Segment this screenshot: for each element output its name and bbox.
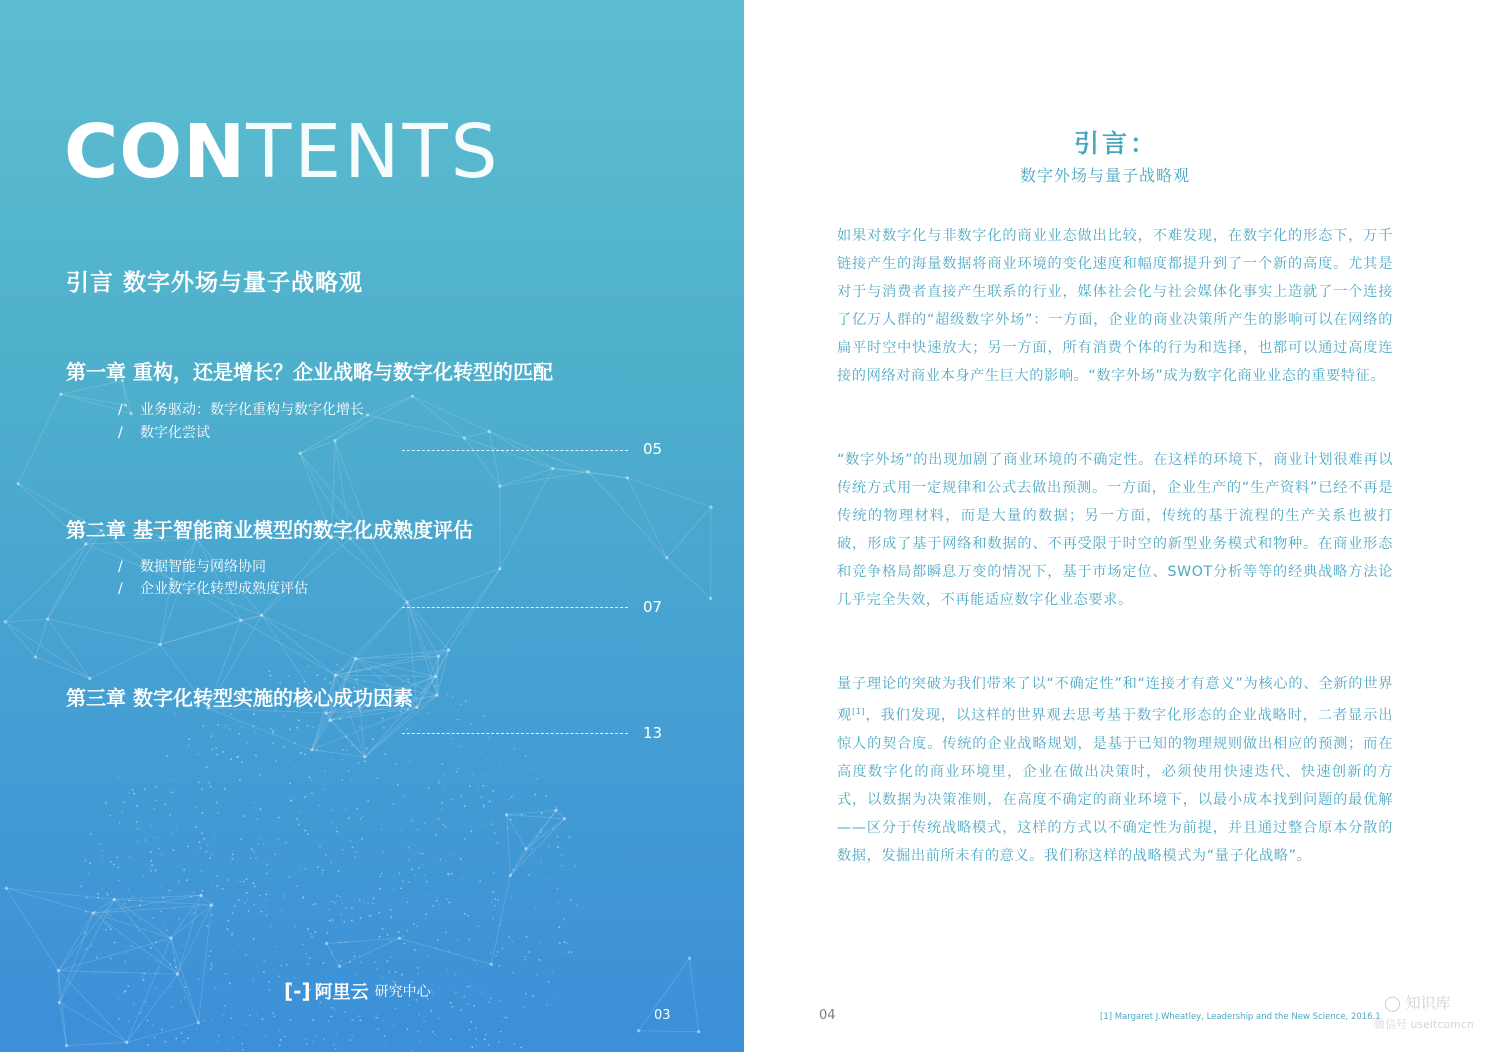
toc-item[interactable]: / 数字化尝试	[118, 425, 210, 441]
watermark-sub: 微信号 useitcomcn	[1374, 1018, 1474, 1031]
toc-item[interactable]: / 数据智能与网络协同	[118, 559, 266, 575]
page-number-right: 04	[819, 1008, 836, 1023]
toc-item[interactable]: / 业务驱动：数字化重构与数字化增长	[118, 402, 364, 418]
page-number-left: 03	[654, 1008, 671, 1023]
toc-chapter-2[interactable]: 第二章 基于智能商业模型的数字化成熟度评估	[66, 518, 473, 542]
paragraph-2: “数字外场”的出现加剧了商业环境的不确定性。在这样的环境下，商业计划很难再以传统方式用一定规律和公式去做出预测。一方面，企业生产的“生产资料”已经不再是传统的物理材料，而是大量的数据；另一方面，传统的基于流程的生产关系也被打破，形成了基于网络和数据的、不再受限于时空的新型业务模式和物种。在商业形态和竞争格局都瞬息万变的情况下，基于市场定位、SWOT分析等等的经典战略方法论几乎完全失效，不再能适应数字化业态要求。	[837, 452, 1393, 608]
toc-intro-heading[interactable]: 引言 数字外场与量子战略观	[66, 270, 364, 296]
toc-page-number: 05	[643, 440, 663, 458]
intro-page	[744, 0, 1488, 1052]
footnote-ref[interactable]: [1]	[852, 707, 866, 716]
page-subtitle: 数字外场与量子战略观	[1020, 166, 1191, 185]
leader-dots	[402, 733, 628, 734]
aliyun-logo-icon: [-]	[284, 979, 311, 1003]
leader-dots	[402, 607, 628, 608]
paragraph-3: 量子理论的突破为我们带来了以“不确定性”和“连接才有意义”为核心的、全新的世界观[1]，我们发现，以这样的世界观去思考基于数字化形态的企业战略时，二者显示出惊人的契合度。传统的企业战略规划，是基于已知的物理规则做出相应的预测；而在高度数字化的商业环境里，企业在做出决策时，必须使用快速迭代、快速创新的方式，以数据为决策准则，在高度不确定的商业环境下，以最小成本找到问题的最优解——区分于传统战略模式，这样的方式以不确定性为前提，并且通过整合原本分散的数据，发掘出前所未有的意义。我们称这样的战略模式为“量子化战略”。	[837, 676, 1393, 864]
paragraph-1: 如果对数字化与非数字化的商业业态做出比较，不难发现，在数字化的形态下，万千链接产生的海量数据将商业环境的变化速度和幅度都提升到了一个新的高度。尤其是对于与消费者直接产生联系的行业，媒体社会化与社会媒体化事实上造就了一个连接了亿万人群的“超级数字外场”：一方面，企业的商业决策所产生的影响可以在网络的扁平时空中快速放大；另一方面，所有消费个体的行为和选择，也都可以通过高度连接的网络对商业本身产生巨大的影响。“数字外场”成为数字化商业业态的重要特征。	[837, 228, 1393, 384]
leader-dots	[402, 450, 628, 451]
toc-chapter-1[interactable]: 第一章 重构，还是增长？企业战略与数字化转型的匹配	[66, 360, 553, 384]
footnote: [1] Margaret J.Wheatley, Leadership and the New Science, 2016.1	[1100, 1012, 1381, 1022]
contents-title: CONTENTS	[64, 109, 501, 195]
toc-item[interactable]: / 企业数字化转型成熟度评估	[118, 581, 308, 597]
toc-page-number: 07	[643, 598, 663, 616]
watermark: ◯ 知识库	[1384, 994, 1451, 1012]
toc-chapter-3[interactable]: 第三章 数字化转型实施的核心成功因素	[66, 686, 413, 710]
aliyun-research-logo: [-] 阿里云 研究中心	[284, 979, 431, 1003]
wechat-icon: ◯	[1384, 994, 1401, 1012]
toc-page-number: 13	[643, 724, 663, 742]
page-title: 引言：	[1074, 129, 1159, 158]
